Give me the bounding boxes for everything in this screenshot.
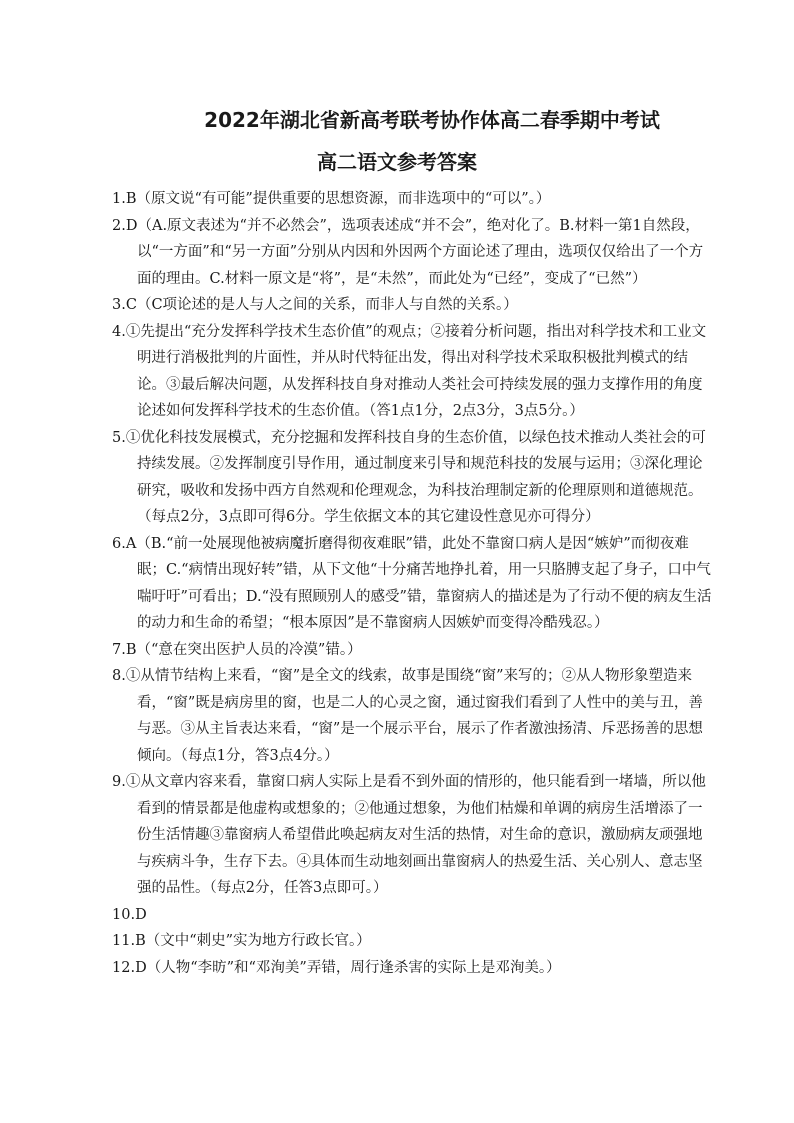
answer-text: B（文中“刺史”实为地方行政长官。） xyxy=(135,933,371,949)
answer-text: ①从情节结构上来看，“窗”是全文的线索，故事是围绕“窗”来写的；②从人物形象塑造来看，“窗”既是病房里的窗，也是二人的心灵之窗，通过窗我们看到了人性中的美与丑，善与恶。③从主旨表达来看，“窗”是一个展示平台，展示了作者激浊扬清、斥恶扬善的思想倾向。（每点1分，答3点4分。） xyxy=(125,668,703,764)
answer-number: 2. xyxy=(112,217,126,234)
answer-text: ①优化科技发展模式，充分挖掘和发挥科技自身的生态价值，以绿色技术推动人类社会的可持续发展。②发挥制度引导作用，通过制度来引导和规范科技的发展与运用；③深化理论研究，吸收和发扬中西方自然观和伦理观念，为科技治理制定新的伦理原则和道德规范。（每点2分，3点即可得6分。学生依据文本的其它建设性意见亦可得分） xyxy=(125,429,706,525)
answer-item-11 xyxy=(112,928,712,955)
answer-text: A（B.“前一处展现他被病魔折磨得彻夜难眠”错，此处不靠窗口病人是因“嫉妒”而彻夜难眠；C.“病情出现好转”错，从下文他“十分痛苦地挣扎着，用一只胳膊支起了身子，口中气喘吁吁”可看出；D.“没有照顾别人的感受”错，靠窗病人的描述是为了行动不便的病友生活的动力和生命的希望；“根本原因”是不靠窗病人因嫉妒而变得冷酷残忍。） xyxy=(125,535,712,631)
answer-item-5 xyxy=(112,425,712,531)
answer-text: D（人物“李昉”和“邓洵美”弄错，周行逢杀害的实际上是邓洵美。） xyxy=(135,959,561,976)
answer-item-10 xyxy=(112,902,712,929)
answer-item-6 xyxy=(112,531,712,637)
answer-text: ①先提出“充分发挥科学技术生态价值”的观点；②接着分析问题，指出对科学技术和工业文明进行消极批判的片面性，并从时代特征出发，得出对科学技术采取积极批判模式的结论。③最后解决问题，从发挥科技自身对推动人类社会可持续发展的强力支撑作用的角度论述如何发挥科学技术的生态价值。（答1点1分，2点3分，3点5分。） xyxy=(125,323,707,419)
answer-text: B（“意在突出医护人员的冷漠”错。） xyxy=(125,641,362,658)
answer-text: D xyxy=(135,906,147,923)
answer-item-2 xyxy=(112,213,712,293)
answer-text: D（A.原文表述为“并不必然会”，选项表述成“并不会”，绝对化了。B.材料一第1自然段，以“一方面”和“另一方面”分别从内因和外因两个方面论述了理由，选项仅仅给出了一个方面的理由。C.材料一原文是“将”，是“未然”，而此处为“已经”，变成了“已然”） xyxy=(125,217,704,287)
answer-number: 11. xyxy=(112,933,136,949)
answer-text: B（原文说“有可能”提供重要的思想资源，而非选项中的“可以”。） xyxy=(125,191,551,207)
answer-number: 8. xyxy=(112,668,126,684)
answer-number: 12. xyxy=(112,959,136,976)
answer-item-4 xyxy=(112,319,712,425)
answer-number: 4. xyxy=(112,323,126,340)
answer-item-7 xyxy=(112,637,712,664)
answer-text: C（C项论述的是人与人之间的关系，而非人与自然的关系。） xyxy=(125,297,518,313)
answer-item-1 xyxy=(112,186,712,213)
document-subtitle: 高二语文参考答案 xyxy=(317,150,477,174)
answer-item-12 xyxy=(112,955,712,982)
answer-number: 3. xyxy=(112,297,126,313)
document-title-text: 2022年湖北省新高考联考协作体高二春季期中考试 xyxy=(204,108,660,132)
answer-number: 5. xyxy=(112,429,126,446)
answer-item-3 xyxy=(112,292,712,319)
answer-item-8 xyxy=(112,663,712,769)
answer-number: 6. xyxy=(112,535,126,552)
answer-number: 9. xyxy=(112,774,126,790)
answer-number: 1. xyxy=(112,191,126,207)
answer-number: 10. xyxy=(112,906,136,923)
answer-list xyxy=(112,186,712,981)
answer-number: 7. xyxy=(112,641,126,658)
document-title xyxy=(0,104,794,133)
answer-text: ①从文章内容来看，靠窗口病人实际上是看不到外面的情形的，他只能看到一堵墙，所以他看到的情景都是他虚构或想象的；②他通过想象，为他们枯燥和单调的病房生活增添了一份生活情趣③靠窗病人希望借此唤起病友对生活的热情，对生命的意识，激励病友顽强地与疾病斗争，生存下去。④具体而生动地刻画出靠窗病人的热爱生活、关心别人、意志坚强的品性。（每点2分，任答3点即可。） xyxy=(125,774,706,896)
answer-item-9 xyxy=(112,769,712,902)
